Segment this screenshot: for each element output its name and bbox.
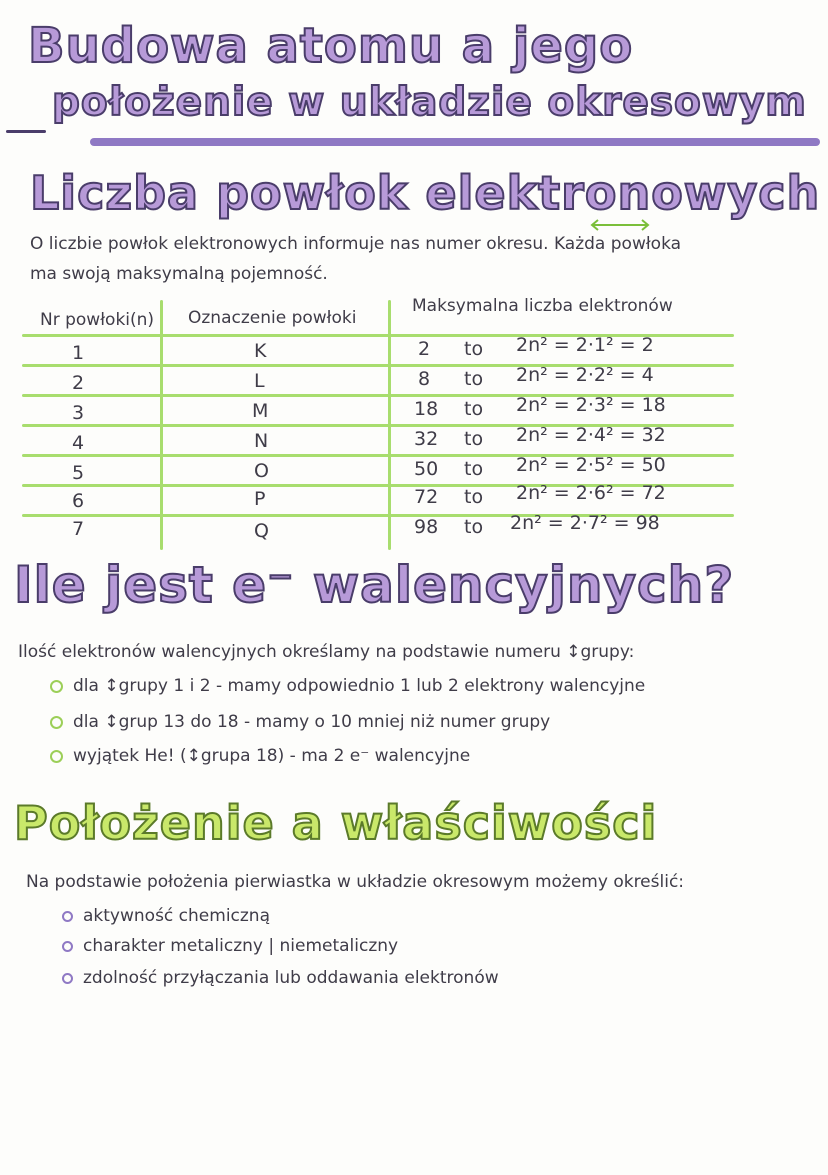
table-cell-formula: 2n² = 2·5² = 50 <box>516 454 666 476</box>
table-cell-max: 8 <box>418 368 431 390</box>
table-cell-to: to <box>464 398 484 420</box>
section2-bullet-item <box>50 712 550 732</box>
table-column-rule <box>160 300 163 550</box>
table-cell-to: to <box>464 486 484 508</box>
table-cell-symbol: N <box>254 430 269 452</box>
table-cell-n: 3 <box>72 402 85 424</box>
table-cell-n: 4 <box>72 432 85 454</box>
table-cell-symbol: O <box>254 460 269 482</box>
table-cell-symbol: K <box>254 340 267 362</box>
bullet-icon <box>50 680 63 693</box>
table-cell-symbol: Q <box>254 520 269 542</box>
section3-heading: Położenie a właściwości <box>14 796 658 850</box>
table-cell-n: 6 <box>72 490 85 512</box>
table-cell-symbol: M <box>252 400 269 422</box>
table-cell-max: 72 <box>414 486 439 508</box>
bullet-icon <box>62 941 73 952</box>
table-cell-n: 5 <box>72 462 85 484</box>
section2-bullet-item <box>50 746 470 766</box>
bullet-icon <box>62 911 73 922</box>
table-header-max: Maksymalna liczba elektronów <box>412 296 673 316</box>
table-cell-max: 2 <box>418 338 431 360</box>
bullet-text: dla ↕grupy 1 i 2 - mamy odpowiednio 1 lub 2 elektrony walencyjne <box>73 676 646 696</box>
table-cell-formula: 2n² = 2·4² = 32 <box>516 424 666 446</box>
bullet-icon <box>62 973 73 984</box>
page-title-line1: Budowa atomu a jego <box>28 18 634 74</box>
section2-intro: Ilość elektronów walencyjnych określamy na podstawie numeru ↕grupy: <box>18 642 635 662</box>
table-cell-to: to <box>464 516 484 538</box>
title-underline <box>90 138 820 146</box>
table-cell-formula: 2n² = 2·2² = 4 <box>516 364 654 386</box>
table-cell-to: to <box>464 338 484 360</box>
table-cell-to: to <box>464 428 484 450</box>
section1-intro-line1: O liczbie powłok elektronowych informuje nas numer okresu. Każda powłoka <box>30 234 682 254</box>
section3-intro: Na podstawie położenia pierwiastka w układzie okresowym możemy określić: <box>26 872 685 892</box>
table-cell-n: 2 <box>72 372 85 394</box>
title-dash <box>6 130 46 133</box>
section3-bullet-item <box>62 906 270 926</box>
section2-bullet-item <box>50 676 645 696</box>
section3-bullet-item <box>62 936 398 956</box>
table-cell-formula: 2n² = 2·6² = 72 <box>516 482 666 504</box>
table-cell-symbol: L <box>254 370 265 392</box>
table-cell-max: 32 <box>414 428 439 450</box>
table-cell-to: to <box>464 458 484 480</box>
bullet-text: dla ↕grup 13 do 18 - mamy o 10 mniej niż numer grupy <box>73 712 551 732</box>
bullet-text: wyjątek He! (↕grupa 18) - ma 2 e⁻ walencyjne <box>73 746 471 766</box>
table-header-n: Nr powłoki(n) <box>40 310 155 330</box>
table-cell-max: 18 <box>414 398 439 420</box>
section2-heading: Ile jest e⁻ walencyjnych? <box>14 556 735 614</box>
table-header-symbol: Oznaczenie powłoki <box>188 308 357 328</box>
table-cell-formula: 2n² = 2·1² = 2 <box>516 334 654 356</box>
bullet-icon <box>50 716 63 729</box>
bullet-text: aktywność chemiczną <box>83 906 270 926</box>
bullet-text: charakter metaliczny | niemetaliczny <box>83 936 399 956</box>
table-cell-formula: 2n² = 2·7² = 98 <box>510 512 660 534</box>
table-cell-n: 7 <box>72 518 85 540</box>
section1-heading: Liczba powłok elektronowych <box>30 166 821 220</box>
section1-intro-line2: ma swoją maksymalną pojemność. <box>30 264 328 284</box>
bullet-icon <box>50 750 63 763</box>
table-column-rule <box>388 300 391 550</box>
table-cell-max: 98 <box>414 516 439 538</box>
double-arrow-icon <box>588 218 652 232</box>
table-cell-to: to <box>464 368 484 390</box>
table-cell-n: 1 <box>72 342 85 364</box>
table-cell-formula: 2n² = 2·3² = 18 <box>516 394 666 416</box>
section3-bullet-item <box>62 968 499 988</box>
table-cell-max: 50 <box>414 458 439 480</box>
table-cell-symbol: P <box>254 488 266 510</box>
page-title-line2: położenie w układzie okresowym <box>52 80 807 125</box>
bullet-text: zdolność przyłączania lub oddawania elektronów <box>83 968 499 988</box>
